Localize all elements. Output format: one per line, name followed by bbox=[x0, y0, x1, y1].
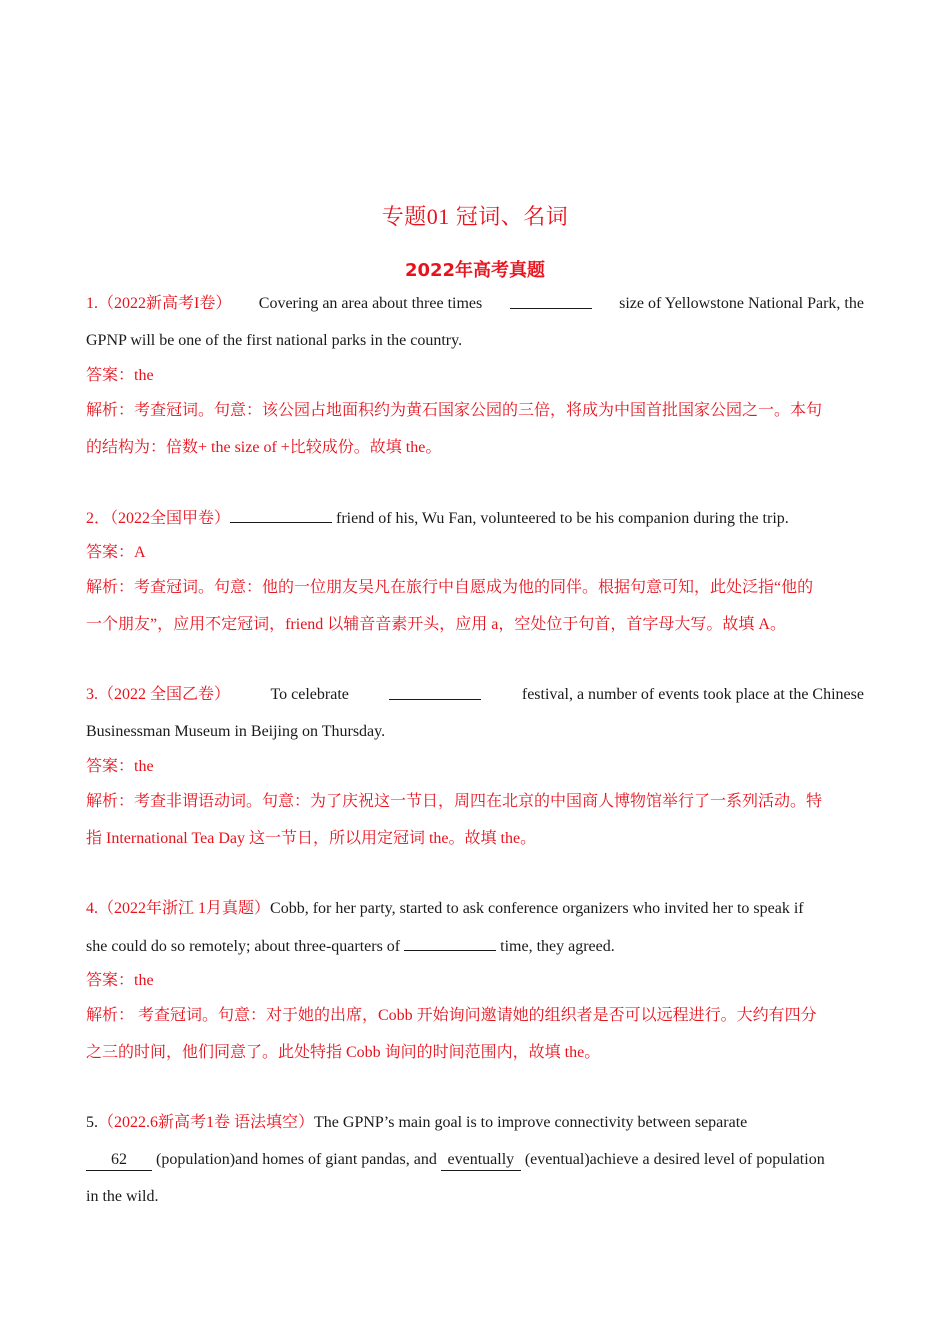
question-2-analysis-line-1: 解析：考查冠词。句意：他的一位朋友吴凡在旅行中自愿成为他的同伴。根据句意可知，此处泛指“他的 bbox=[86, 579, 814, 596]
question-3-text-b: festival, a number of events took place at the Chinese bbox=[521, 686, 864, 703]
question-3-blank bbox=[389, 685, 481, 700]
question-5-answer-eventually: eventually bbox=[441, 1150, 521, 1171]
question-1-answer: 答案：the bbox=[86, 367, 154, 384]
question-4-blank bbox=[404, 936, 496, 951]
question-1-text-b: size of Yellowstone National Park, the bbox=[619, 295, 864, 312]
question-3-text-a: To celebrate bbox=[270, 686, 349, 703]
question-2-source: 2．（2022全国甲卷） bbox=[86, 510, 231, 527]
question-4-analysis-line-1: 解析： 考查冠词。句意：对于她的出席，Cobb 开始询问邀请她的组织者是否可以远程进行。大约有四分 bbox=[86, 1007, 817, 1024]
question-1-source: 1.（2022新高考I卷） bbox=[86, 295, 232, 312]
question-5-source: （2022.6新高考1卷 语法填空） bbox=[98, 1114, 315, 1131]
question-4-text: Cobb, for her party, started to ask conference organizers who invited her to speak if bbox=[270, 900, 804, 917]
question-1-blank bbox=[510, 294, 592, 309]
question-5-text: The GPNP’s main goal is to improve connectivity between separate bbox=[314, 1114, 748, 1131]
question-4-line-1 bbox=[86, 899, 864, 919]
question-5-answer-62: 62 bbox=[86, 1150, 152, 1171]
question-3-answer: 答案：the bbox=[86, 758, 154, 775]
question-2-text: friend of his, Wu Fan, volunteered to be his companion during the trip. bbox=[336, 510, 789, 527]
question-5-text-a: (population)and homes of giant pandas, and bbox=[156, 1151, 437, 1168]
question-1-text-a: Covering an area about three times bbox=[258, 295, 483, 312]
question-4-analysis-line-2: 之三的时间，他们同意了。此处特指 Cobb 询问的时间范围内，故填 the。 bbox=[86, 1044, 601, 1061]
question-4-text-b: time, they agreed. bbox=[500, 938, 615, 955]
question-1-analysis-line-2: 的结构为：倍数+ the size of +比较成份。故填 the。 bbox=[86, 439, 442, 456]
question-3-line-2: Businessman Museum in Beijing on Thursday. bbox=[86, 723, 386, 740]
question-1-analysis-line-1: 解析：考查冠词。句意：该公园占地面积约为黄石国家公园的三倍，将成为中国首批国家公园之一。本句 bbox=[86, 402, 823, 419]
question-3-analysis-line-2: 指 International Tea Day 这一节日，所以用定冠词 the。故填 the。 bbox=[86, 830, 537, 847]
question-5-line-3: in the wild. bbox=[86, 1188, 159, 1205]
question-4-source: 4.（2022年浙江 1月真题） bbox=[86, 900, 271, 917]
page-title: 专题01 冠词、名词 bbox=[381, 204, 569, 229]
question-3-line-1 bbox=[86, 685, 864, 705]
question-4-line-2 bbox=[86, 936, 864, 957]
question-5-line-2 bbox=[86, 1150, 864, 1171]
section-subtitle: 2022年高考真题 bbox=[404, 260, 546, 281]
question-4-answer: 答案：the bbox=[86, 972, 154, 989]
question-2-line-1 bbox=[86, 508, 864, 529]
question-1-line-1 bbox=[86, 294, 864, 314]
question-4-text-a: she could do so remotely; about three-quarters of bbox=[86, 938, 401, 955]
question-5-number: 5. bbox=[86, 1114, 98, 1131]
question-1-line-2: GPNP will be one of the first national parks in the country. bbox=[86, 332, 463, 349]
question-3-source: 3.（2022 全国乙卷） bbox=[86, 686, 231, 703]
question-3-analysis-line-1: 解析：考查非谓语动词。句意：为了庆祝这一节日，周四在北京的中国商人博物馆举行了一系列活动。特 bbox=[86, 793, 823, 810]
question-5-text-b: (eventual)achieve a desired level of population bbox=[524, 1151, 825, 1168]
question-2-blank bbox=[230, 508, 332, 523]
question-2-analysis-line-2: 一个朋友”，应用不定冠词，friend 以辅音音素开头，应用 a，空处位于句首，首字母大写。故填 A。 bbox=[86, 616, 786, 633]
question-2-answer: 答案：A bbox=[86, 544, 146, 561]
question-5-line-1 bbox=[86, 1113, 864, 1133]
